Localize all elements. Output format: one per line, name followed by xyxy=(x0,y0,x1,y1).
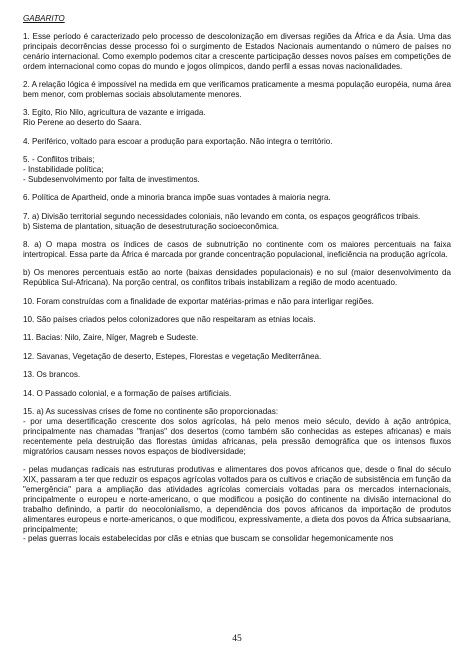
answer-line: b) Sistema de plantation, situação de desestruturação socioeconômica. xyxy=(23,221,280,231)
answer-line: 1. Esse período é caracterizado pelo processo de descolonização em diversas regiões da África e da Ásia. Uma das principais decorrências desse processo foi o surgimento de Estados Nacionais aumentando o número de países no cenário internacional. Como exemplo podemos citar a crescente participação desses novos países em competições de ordem internacional como copas do mundo e jogos olímpicos, dando perfil a essas novas nacionalidades. xyxy=(23,31,451,71)
answer-line: 14. O Passado colonial, e a formação de países artificiais. xyxy=(23,388,232,398)
answer-paragraph xyxy=(23,465,451,544)
answer-paragraph xyxy=(23,193,451,203)
answer-line: 3. Egito, Rio Nilo, agricultura de vazante e irrigada. xyxy=(23,108,206,118)
answer-line: - Instabilidade política; xyxy=(23,164,104,174)
answer-line: - por uma desertificação crescente dos solos agrícolas, há pelo menos meio século, devido à ação antrópica, principalmente nas chamadas "franjas" dos desertos (como também são conhecidas as estepes africanas) e mais recentemente pela destruição das florestas úmidas africanas, pela pressão demográfica que os intensos fluxos migratórios causam nesses novos espaços de biodiversidade; xyxy=(23,416,451,456)
answer-line: 2. A relação lógica é impossível na medida em que verificamos praticamente a mesma população européia, numa área bem menor, com problemas sociais absolutamente menores. xyxy=(23,80,451,99)
answer-line: - pelas guerras locais estabelecidas por clãs e etnias que buscam se consolidar hegemonicamente nos xyxy=(23,534,394,544)
answer-paragraph xyxy=(23,297,451,307)
answer-paragraph xyxy=(23,80,451,100)
answer-line: 13. Os brancos. xyxy=(23,370,81,380)
answer-line: 11. Bacias: Nilo, Zaire, Níger, Magreb e Sudeste. xyxy=(23,333,199,343)
answer-paragraph xyxy=(23,155,451,185)
answer-line: 15. a) As sucessivas crises de fome no continente são proporcionadas: xyxy=(23,407,279,417)
answer-paragraph xyxy=(23,315,451,325)
answer-line: - pelas mudanças radicais nas estruturas produtivas e alimentares dos povos africanos que, desde o final do século XIX, passaram a ter que reduzir os espaços agrícolas voltados para os cultivos e criação de subsistência em função da "emergência" para a ampliação das atividades agrícolas comerciais voltadas para os mercados internacionais, principalmente o europeu e norte-americano, o que modificou a posição do continente na divisão internacional do trabalho definindo, a partir do neocolonialismo, a dependência dos povos africanos da importação de produtos alimentares europeus e norte-americanos, o que modificou, expressivamente, a dieta dos povos da África subsaariana, principalmente; xyxy=(23,465,451,534)
answer-line: 6. Política de Apartheid, onde a minoria branca impõe suas vontades à maioria negra. xyxy=(23,193,331,203)
answer-paragraph xyxy=(23,212,451,232)
answer-line: b) Os menores percentuais estão ao norte (baixas densidades populacionais) e no sul (maior desenvolvimento da República Sul-Africana). Na porção central, os conflitos tribais instabilizam a região de modo acentuado. xyxy=(23,268,451,288)
answer-line: 8. a) O mapa mostra os índices de casos de subnutrição no continente com os maiores percentuais na faixa intertropical. Essa parte da África é marcada por grande concentração populacional, ineficiência na produção agrícola. xyxy=(23,240,451,259)
answer-line: 12. Savanas, Vegetação de deserto, Estepes, Florestas e vegetação Mediterrânea. xyxy=(23,351,322,361)
answer-key-body xyxy=(23,14,451,553)
answer-paragraph xyxy=(23,32,451,72)
answer-line: 10. São países criados pelos colonizadores que não respeitaram as etnias locais. xyxy=(23,315,316,325)
answer-line: 10. Foram construídas com a finalidade de exportar matérias-primas e não para interligar regiões. xyxy=(23,296,374,306)
answer-paragraph xyxy=(23,407,451,457)
page-number: 45 xyxy=(232,634,242,644)
answer-line: 5. - Conflitos tribais; xyxy=(23,155,95,165)
answer-line: - Subdesenvolvimento por falta de investimentos. xyxy=(23,174,200,184)
answer-line: 4. Periférico, voltado para escoar a produção para exportação. Não integra o território. xyxy=(23,136,333,146)
answer-paragraph xyxy=(23,268,451,288)
answer-paragraph xyxy=(23,108,451,128)
answer-paragraph xyxy=(23,389,451,399)
answer-line: Rio Perene ao deserto do Saara. xyxy=(23,118,142,128)
answer-paragraph xyxy=(23,333,451,343)
answer-line: 7. a) Divisão territorial segundo necessidades coloniais, não levando em conta, os espaços geográficos tribais. xyxy=(23,211,421,221)
answer-paragraph xyxy=(23,370,451,380)
answer-key-heading: GABARITO xyxy=(23,14,65,23)
answer-paragraph xyxy=(23,352,451,362)
answer-paragraph xyxy=(23,137,451,147)
answer-list xyxy=(23,32,451,544)
answer-paragraph xyxy=(23,240,451,260)
